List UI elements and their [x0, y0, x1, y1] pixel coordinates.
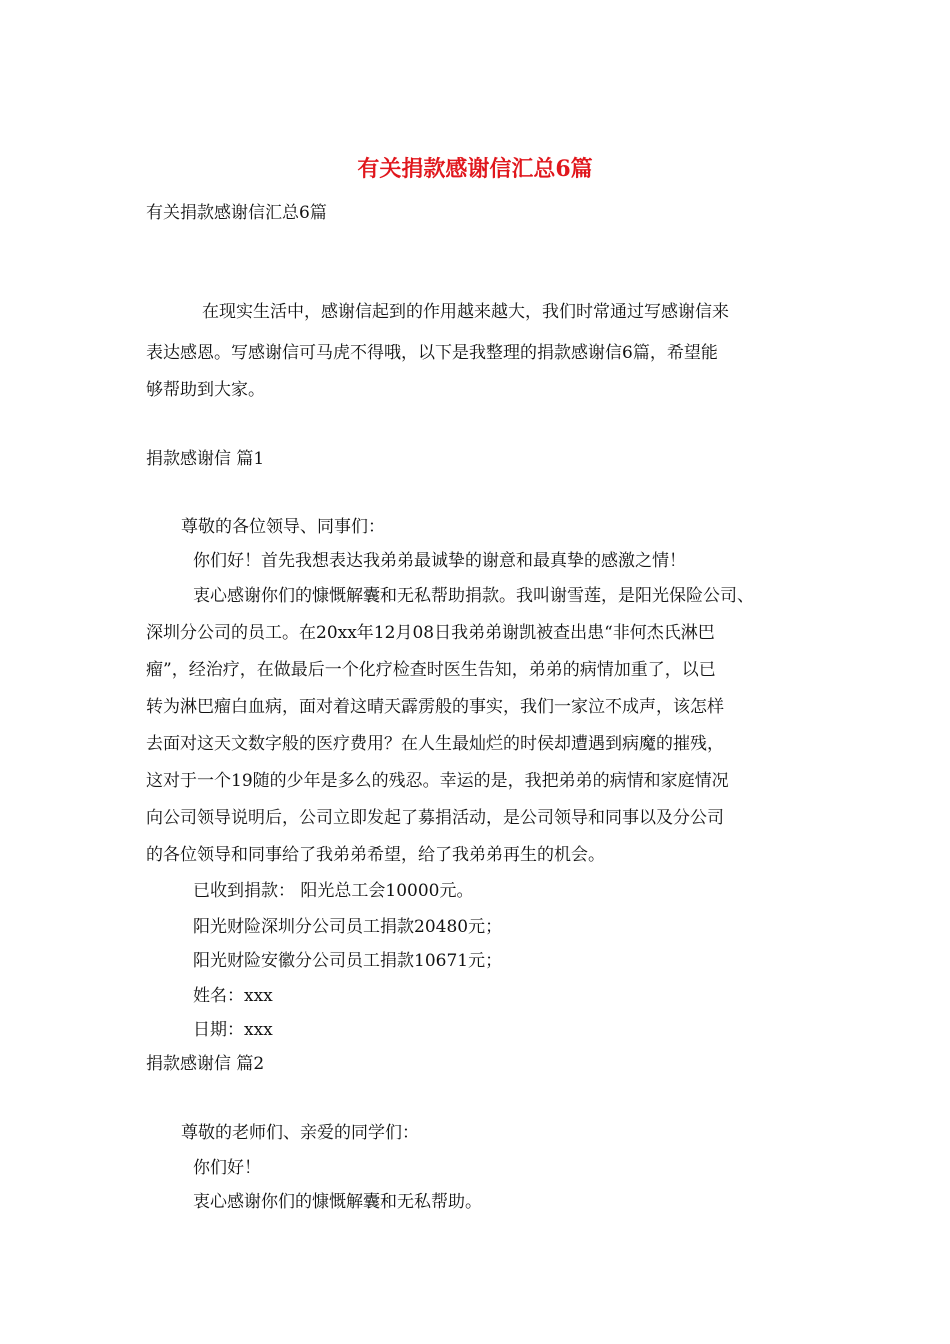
letter2-greeting: 你们好！ — [193, 1158, 261, 1178]
letter2-body-line: 衷心感谢你们的慷慨解囊和无私帮助。 — [193, 1192, 482, 1212]
letter1-date: 日期：xxx — [193, 1020, 273, 1040]
letter1-body-line: 衷心感谢你们的慷慨解囊和无私帮助捐款。我叫谢雪莲，是阳光保险公司、 — [193, 586, 754, 606]
donation-line: 阳光财险深圳分公司员工捐款20480元； — [193, 917, 503, 937]
intro-line: 够帮助到大家。 — [146, 380, 265, 400]
letter1-body-line: 这对于一个19随的少年是多么的残忍。幸运的是，我把弟弟的病情和家庭情况 — [146, 771, 729, 791]
letter1-body-line: 深圳分公司的员工。在20xx年12月08日我弟弟谢凯被查出患“非何杰氏淋巴 — [146, 623, 715, 643]
letter1-body-line: 向公司领导说明后，公司立即发起了募捐活动，是公司领导和同事以及分公司 — [146, 808, 724, 828]
intro-line: 在现实生活中，感谢信起到的作用越来越大，我们时常通过写感谢信来 — [202, 302, 729, 322]
donation-line: 已收到捐款： 阳光总工会10000元。 — [193, 881, 474, 901]
document-title: 有关捐款感谢信汇总6篇 — [357, 156, 593, 182]
letter2-heading: 捐款感谢信 篇2 — [146, 1054, 265, 1074]
letter1-body-line: 转为淋巴瘤白血病，面对着这晴天霹雳般的事实，我们一家泣不成声，该怎样 — [146, 697, 724, 717]
letter1-body-line: 瘤”，经治疗，在做最后一个化疗检查时医生告知，弟弟的病情加重了，以已 — [146, 660, 716, 680]
letter1-body-line: 的各位领导和同事给了我弟弟希望，给了我弟弟再生的机会。 — [146, 845, 605, 865]
letter1-body-line: 去面对这天文数字般的医疗费用？在人生最灿烂的时侯却遭遇到病魔的摧残， — [146, 734, 724, 754]
document-subtitle: 有关捐款感谢信汇总6篇 — [146, 203, 327, 223]
letter2-salutation: 尊敬的老师们、亲爱的同学们： — [181, 1123, 419, 1143]
letter1-greeting: 你们好！首先我想表达我弟弟最诚挚的谢意和最真挚的感激之情！ — [193, 551, 686, 571]
letter1-heading: 捐款感谢信 篇1 — [146, 449, 265, 469]
letter1-name: 姓名：xxx — [193, 986, 273, 1006]
donation-line: 阳光财险安徽分公司员工捐款10671元； — [193, 951, 503, 971]
letter1-salutation: 尊敬的各位领导、同事们： — [181, 517, 385, 537]
intro-line: 表达感恩。写感谢信可马虎不得哦，以下是我整理的捐款感谢信6篇，希望能 — [146, 343, 718, 363]
